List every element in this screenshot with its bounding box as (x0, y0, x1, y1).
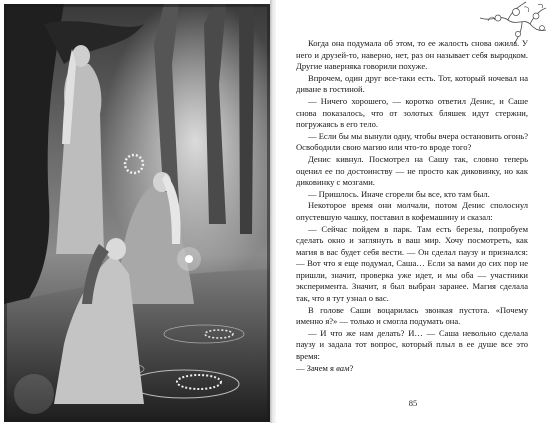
paragraph: — Ничего хорошего, — коротко ответил Денис, и Саше снова показалось, что от золотых бляшек идут стержни, погружаясь в его тело. (296, 95, 528, 130)
last-line-prefix: — Зачем я (296, 362, 337, 373)
page-number: 85 (408, 398, 418, 408)
last-line (296, 363, 528, 375)
paragraph: — Пришлось. Иначе сгорели бы все, кто там был. (308, 188, 490, 199)
paragraph: — Если бы мы вынули одну, чтобы вчера остановить огонь? Освободили свою магию или что-то вроде того? (296, 130, 528, 153)
body-text (296, 38, 528, 374)
paragraph: В голове Саши воцарилась звонкая пустота. «Почему именно я?» — только и смогла подумать она. (296, 304, 528, 327)
paragraph: Когда она подумала об этом, то ее жалость снова ожила. У него и друзей-то, наверно, нет, раз он называет себя выродком. Другие наверняка говорили похуже. (296, 38, 528, 72)
last-line-suffix: ? (349, 362, 354, 373)
paragraph: Некоторое время они молчали, потом Денис сполоснул опустевшую чашку, поставил в кофемашину и сказал: (296, 200, 528, 222)
illustration-maidens-by-lake (4, 4, 270, 422)
left-page (0, 0, 270, 423)
right-page (276, 0, 550, 423)
paragraph: — И что же нам делать? И… — Саша невольно сделала паузу и задала тот вопрос, который плыл в ее душе все это время: (296, 327, 528, 362)
emphasis-word: вам (336, 362, 350, 373)
paragraph: Впрочем, один друг все-таки есть. Тот, который ночевал на диване в гостиной. (296, 72, 528, 95)
paragraph: Денис кивнул. Посмотрел на Сашу так, словно теперь оценил ее по достоинству — не просто как диковинку, но как диковинку с мозгами. (296, 153, 528, 188)
paragraph: — Сейчас пойдем в парк. Там есть березы, попробуем сделать окно и заглянуть в ваш мир. Хочу посмотреть, как магия в вас будет себя вести. — Он сделал паузу и признался: — Вот что я еще подумал, Саша… Если за вами до сих пор не пришли, значит, проверка уже идет, и мы оба — участники эксперимента. Значит, я был выбран заранее. Магия сделала так, что я тут узнал о вас. (296, 223, 528, 304)
